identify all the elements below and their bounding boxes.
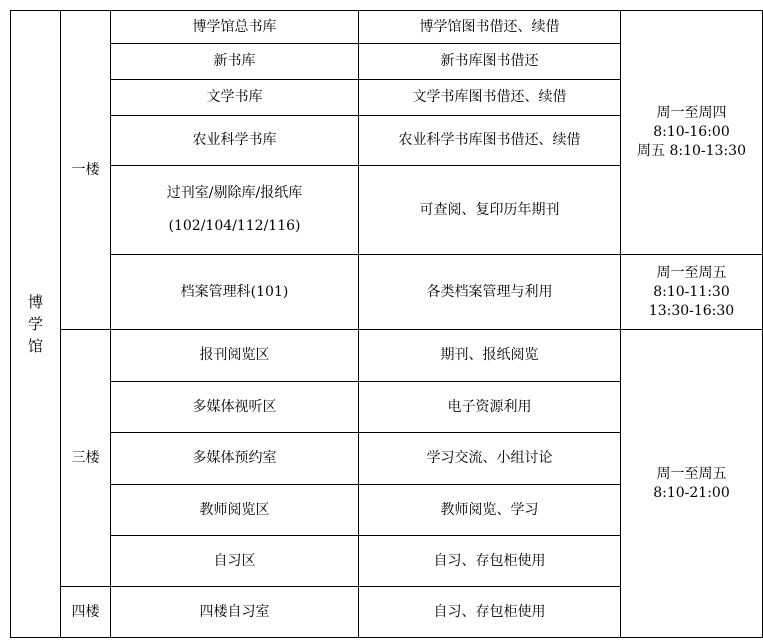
- function-cell: [359, 587, 621, 638]
- floor-cell-4: [61, 587, 111, 638]
- room-function: 自习、存包柜使用: [433, 552, 546, 569]
- floor-name: 四楼: [71, 603, 100, 620]
- room-function: 学习交流、小组讨论: [426, 450, 553, 466]
- room-cell: [111, 536, 359, 587]
- function-cell: [359, 485, 621, 536]
- function-cell: [359, 11, 621, 44]
- hours-line: 8:10-16:00: [653, 124, 730, 140]
- floor-name: 一楼: [71, 161, 100, 178]
- function-cell: [359, 536, 621, 587]
- floor-cell-3: [61, 330, 111, 587]
- function-cell: [359, 166, 621, 255]
- floor-cell-1: [61, 11, 111, 330]
- room-number: (102/104/112/116): [168, 218, 301, 234]
- room-name: 博学馆总书库: [192, 18, 277, 35]
- room-cell: [111, 330, 359, 382]
- function-cell: [359, 382, 621, 433]
- room-name: 档案管理科(101): [180, 283, 289, 300]
- room-function: 自习、存包柜使用: [433, 603, 546, 620]
- room-cell: [111, 80, 359, 116]
- room-cell: [111, 116, 359, 166]
- hours-line: 8:10-11:30: [653, 283, 730, 300]
- room-function: 可查阅、复印历年期刊: [419, 201, 560, 218]
- room-function: 电子资源利用: [447, 398, 532, 415]
- room-name: 文学书库: [206, 89, 263, 105]
- hours-line: 周一至周四: [656, 105, 727, 121]
- room-function: 各类档案管理与利用: [426, 283, 553, 300]
- function-cell: [359, 44, 621, 80]
- room-cell: [111, 166, 359, 255]
- room-name: 教师阅览区: [199, 501, 270, 518]
- room-name: 自习区: [213, 552, 256, 569]
- hours-line: 13:30-16:30: [648, 302, 735, 319]
- function-cell: [359, 80, 621, 116]
- room-name: 多媒体视听区: [192, 398, 277, 415]
- room-function: 文学书库图书借还、续借: [412, 89, 567, 105]
- room-cell: [111, 44, 359, 80]
- room-function: 农业科学书库图书借还、续借: [398, 132, 581, 148]
- room-cell: [111, 485, 359, 536]
- room-name: 农业科学书库: [192, 132, 277, 148]
- building-name: 博学馆: [27, 293, 43, 355]
- hours-line: 周一至周五: [656, 465, 727, 482]
- table-row: [11, 255, 763, 330]
- room-function: 博学馆图书借还、续借: [419, 18, 560, 35]
- room-cell: [111, 11, 359, 44]
- room-cell: [111, 255, 359, 330]
- hours-line: 周一至周五: [656, 264, 727, 281]
- room-cell: [111, 433, 359, 485]
- function-cell: [359, 255, 621, 330]
- function-cell: [359, 116, 621, 166]
- floor-name: 三楼: [71, 449, 100, 466]
- room-name: 四楼自习室: [199, 603, 270, 620]
- room-cell: [111, 587, 359, 638]
- room-function: 新书库图书借还: [440, 53, 539, 69]
- function-cell: [359, 433, 621, 485]
- room-name: 新书库: [213, 53, 256, 69]
- building-name-cell: [11, 11, 61, 638]
- room-function: 期刊、报纸阅览: [440, 347, 539, 363]
- room-function: 教师阅览、学习: [440, 501, 539, 518]
- room-name: 多媒体预约室: [192, 450, 277, 466]
- table-row: [11, 11, 763, 44]
- hours-line: 周五 8:10-13:30: [637, 143, 746, 159]
- hours-cell-3: [621, 330, 763, 638]
- table-row: [11, 330, 763, 382]
- room-cell: [111, 382, 359, 433]
- hours-line: 8:10-21:00: [653, 484, 730, 501]
- opening-hours-table: [10, 10, 763, 638]
- room-name: 过刊室/剔除库/报纸库: [166, 185, 303, 201]
- hours-cell-2: [621, 255, 763, 330]
- hours-cell-1: [621, 11, 763, 255]
- function-cell: [359, 330, 621, 382]
- room-name: 报刊阅览区: [199, 347, 270, 363]
